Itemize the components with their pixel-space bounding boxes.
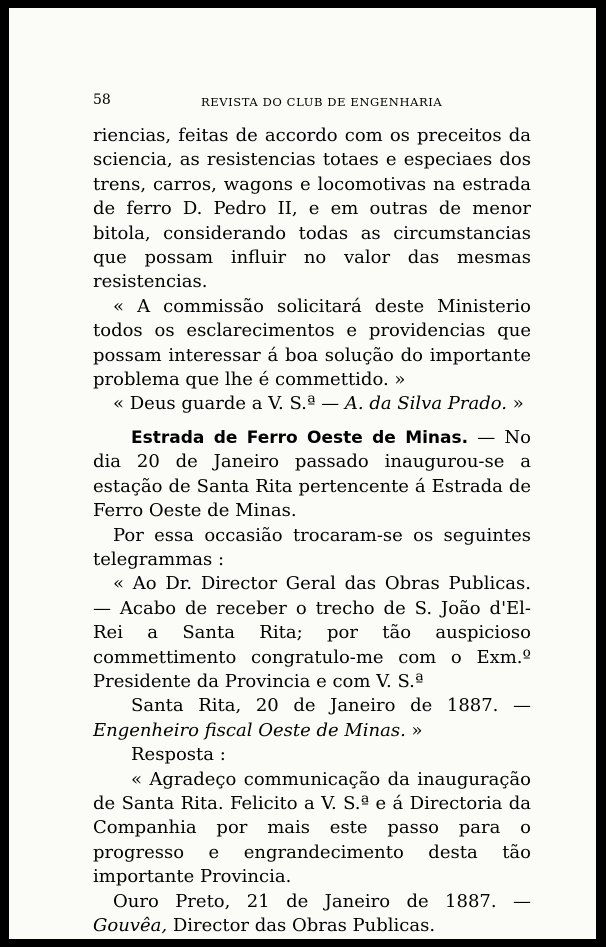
paragraph-signoff: [93, 392, 531, 416]
article-body: [93, 124, 531, 938]
closing-quote: »: [507, 393, 524, 415]
signature: Gouvêa,: [93, 915, 168, 936]
paragraph-text: Por essa occasião trocaram-se os seguintes telegrammas :: [93, 524, 531, 570]
paragraph-text: « Deus guarde a V. S.ª —: [113, 393, 340, 415]
signature: Engenheiro fiscal Oeste de Minas.: [93, 719, 406, 741]
paragraph-commission: [93, 295, 531, 393]
paragraph-text: « Ao Dr. Director Geral das Obras Publicas. — Acabo de receber o trecho de S. João d'El-Rei a Santa Rita; por tão auspicioso commettimento congratulo-me com o Exm.º Presidente da Provincia e com V. S.ª: [93, 573, 531, 692]
page-number: 58: [93, 92, 111, 108]
paragraph-text: — No dia 20 de Janeiro passado inaugurou-se a estação de Santa Rita pertencente á Estrada de Ferro Oeste de Minas.: [93, 426, 531, 522]
paragraph-telegram-1-date: [93, 694, 531, 743]
paragraph-text: Santa Rita, 20 de Janeiro de 1887. —: [131, 695, 531, 717]
paragraph-text: Ouro Preto, 21 de Janeiro de 1887. —: [113, 890, 531, 912]
paragraph-section: [93, 426, 531, 524]
paragraph-text: « A commissão solicitará deste Ministerio todos os esclarecimentos e providencias que possam interessar á boa solução do importante problema que lhe é commettido. »: [93, 295, 531, 391]
signature-title: Director das Obras Publicas.: [167, 915, 436, 936]
paragraph-telegram-2: [93, 768, 531, 890]
paragraph-telegram-1: [93, 572, 531, 694]
paragraph-reply-label: [93, 743, 531, 767]
running-title: REVISTA DO CLUB DE ENGENHARIA: [201, 95, 443, 109]
paragraph-telegrams: [93, 524, 531, 573]
paragraph-text: « Agradeço communicação da inauguração de Santa Rita. Felicito a V. S.ª e á Directoria da Companhia por mais este passo para o progresso e engrandecimento desta tão importante Provincia.: [93, 768, 531, 888]
paragraph-text: Resposta :: [131, 744, 226, 766]
paragraph-telegram-2-date: [93, 890, 531, 939]
section-heading: Estrada de Ferro Oeste de Minas.: [131, 427, 469, 448]
closing-quote: »: [405, 719, 423, 741]
paragraph-text: riencias, feitas de accordo com os preceitos da sciencia, as resistencias totaes e especiaes dos trens, carros, wagons e locomotivas na estrada de ferro D. Pedro II, e em outras de menor bitola, considerando todas as circumstancias que possam influir no valor das mesmas resistencias.: [93, 125, 531, 293]
paragraph-continuation: [93, 124, 531, 295]
signature: A. da Silva Prado.: [344, 393, 507, 415]
